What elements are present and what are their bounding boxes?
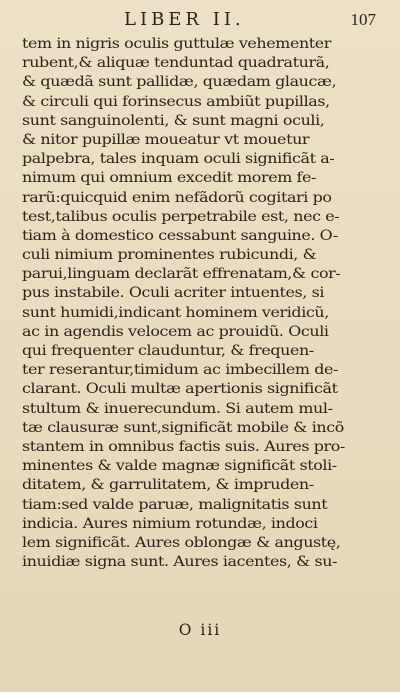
text-line: stantem in omnibus factis suis. Aures pro- (22, 438, 345, 455)
text-line: indicia. Aures nimium rotundæ, indoci (22, 515, 318, 532)
page-header (0, 6, 400, 32)
text-line: tiam à domestico cessabunt sanguine. O- (22, 227, 338, 244)
text-line: tiam:sed valde paruæ, malignitatis sunt (22, 496, 328, 513)
text-line: test,talibus oculis perpetrabile est, nec e- (22, 208, 340, 225)
text-line: nimum qui omnium excedit morem fe- (22, 170, 317, 187)
text-line: parui,linguam declarãt effrenatam,& cor- (22, 266, 341, 283)
text-line: lem significãt. Aures oblongæ & angustę, (22, 534, 341, 551)
text-line: sunt sanguinolenti, & sunt magni oculi, (22, 112, 325, 129)
text-line: pus instabile. Oculi acriter intuentes, si (22, 285, 325, 302)
page-number: 107 (350, 10, 376, 29)
text-line: palpebra, tales inquam oculi significãt a- (22, 151, 335, 168)
running-head: LIBER II. (124, 9, 245, 30)
text-line: & circuli qui forinsecus ambiũt pupillas, (22, 93, 330, 110)
body-text (22, 35, 382, 572)
text-line: ditatem, & garrulitatem, & impruden- (22, 477, 314, 494)
text-line: ac in agendis velocem ac prouidũ. Oculi (22, 323, 329, 340)
text-line: & nitor pupillæ moueatur vt mouetur (22, 131, 310, 148)
text-line: tem in nigris oculis guttulæ vehementer (22, 36, 332, 52)
text-line: stultum & inuerecundum. Si autem mul- (22, 400, 333, 417)
text-line: & quædã sunt pallidæ, quædam glaucæ, (22, 74, 337, 91)
text-line: inuidiæ signa sunt. Aures iacentes, & su- (22, 554, 338, 571)
text-line: qui frequenter clauduntur, & frequen- (22, 343, 314, 359)
text-line: minentes & valde magnæ significãt stoli- (22, 458, 337, 475)
text-line: clarant. Oculi multæ apertionis significãt (22, 381, 338, 398)
text-line: tæ clausuræ sunt,significãt mobile & incõ (22, 419, 344, 436)
text-line: sunt humidi,indicant hominem veridicũ, (22, 304, 329, 321)
signature-mark: O iii (178, 621, 222, 639)
text-line: rarũ:quicquid enim nefãdorũ cogitari po (22, 189, 332, 206)
text-line: culi nimium prominentes rubicundi, & (22, 247, 317, 264)
text-line: rubent,& aliquæ tenduntad quadraturã, (22, 55, 330, 72)
text-line: ter reserantur,timidum ac imbecillem de- (22, 362, 339, 379)
